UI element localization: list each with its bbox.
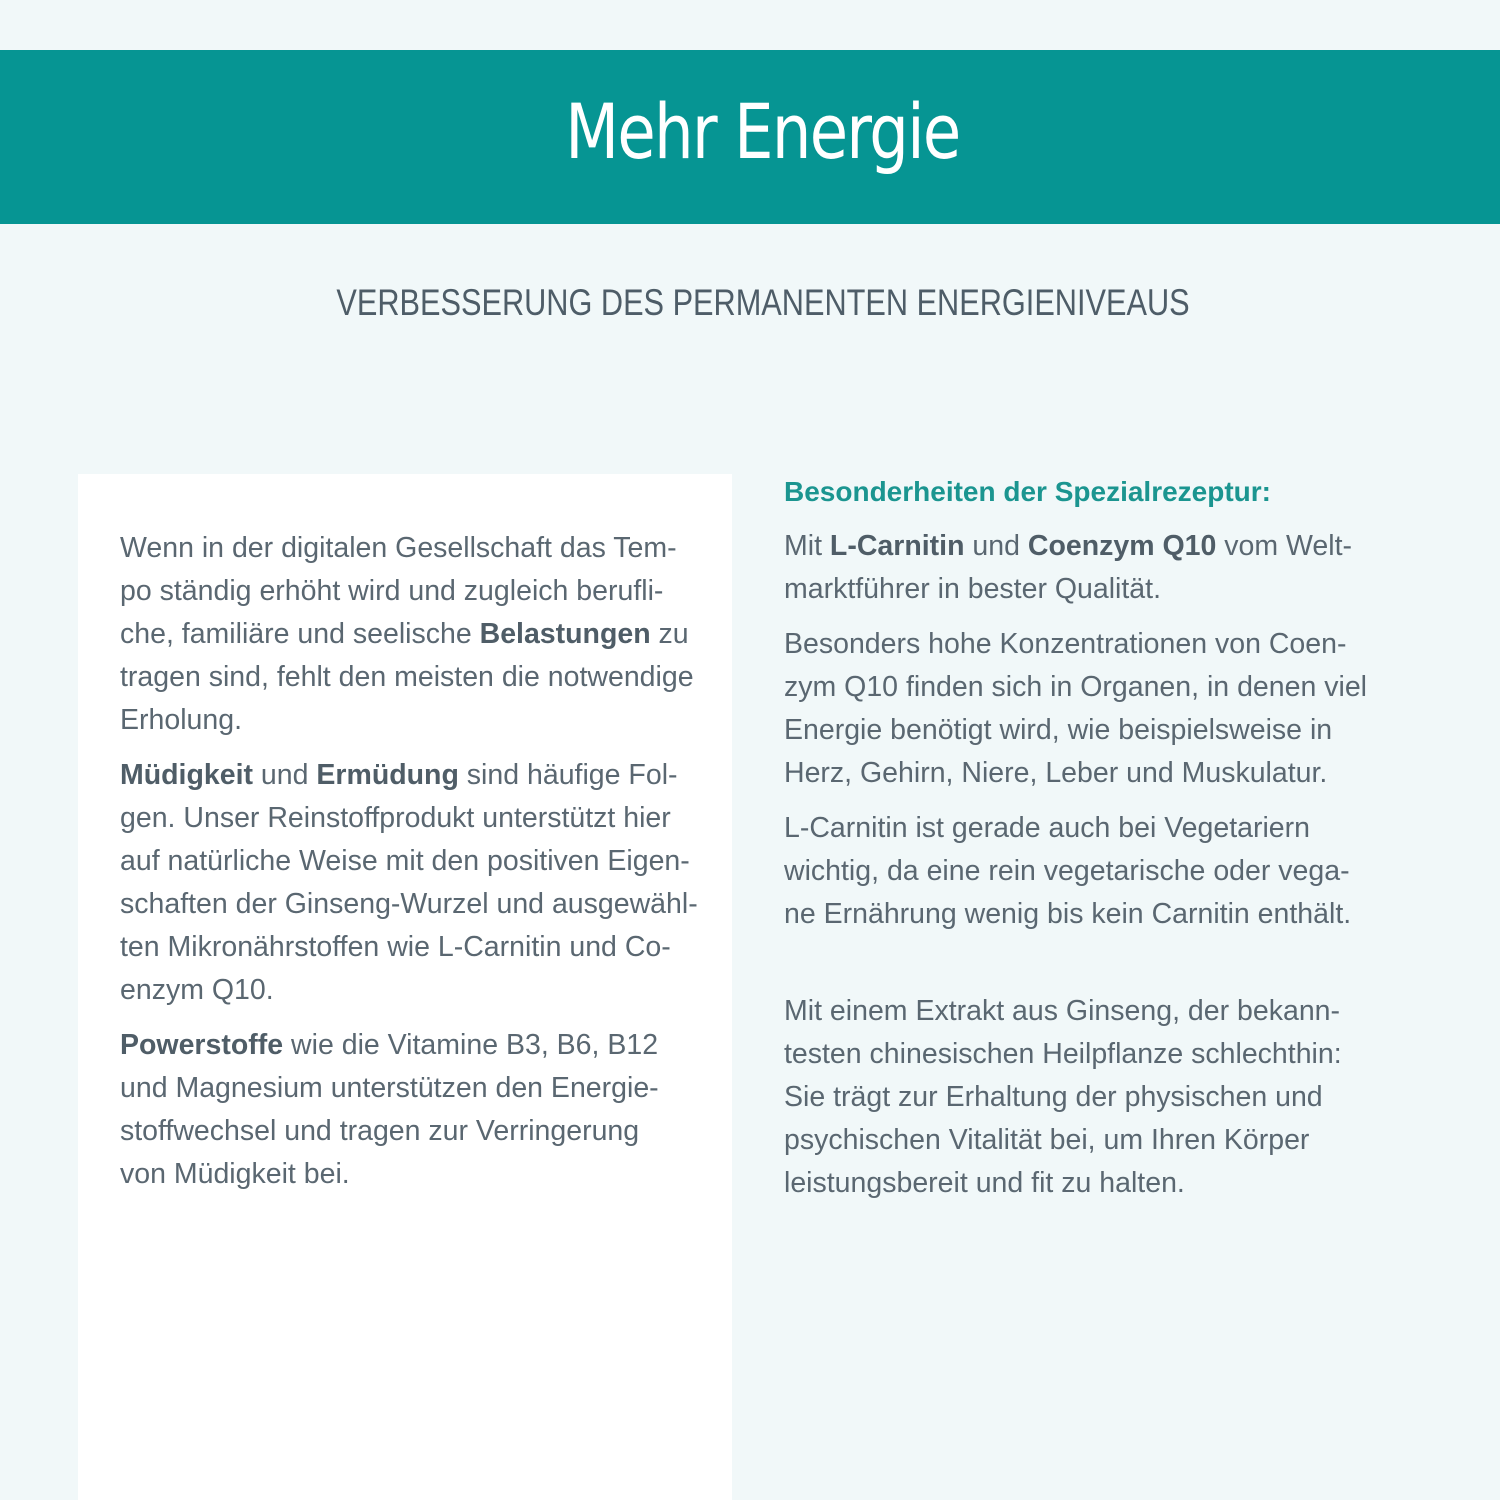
section-heading: Besonderheiten der Spezialrezeptur: (784, 476, 1272, 507)
text-run: vom Welt- marktführer in bester Qualität. (784, 530, 1353, 605)
text-run: Mit (784, 530, 830, 562)
bold-run: Powerstoffe (120, 1029, 284, 1061)
bold-run: Ermüdung (316, 759, 459, 791)
right-paragraph-1 (784, 525, 1374, 611)
right-paragraph-4: Mit einem Extrakt aus Ginseng, der bekann- testen chinesischen Heilpflanze schlechthin: Sie trägt zur Erhaltung der physischen und psychischen Vitalität bei, um Ihren Körper leistungsbereit und fit zu halten. (784, 995, 1342, 1199)
text-run: sind häufige Fol- gen. Unser Reinstoffprodukt unterstützt hier auf natürliche Weise mit den positiven Eigen- schaften der Ginseng-Wurzel und ausgewähl- ten Mikronährstoffen wie L-Carnitin und Co- enzym Q10. (120, 759, 698, 1006)
text-run: zu tragen sind, fehlt den meisten die notwendige Erholung. (120, 618, 694, 736)
right-column (784, 470, 1374, 1217)
spacer (784, 948, 1374, 990)
right-paragraph-2: Besonders hohe Konzentrationen von Coen- zym Q10 finden sich in Organen, in denen viel Energie benötigt wird, wie beispielsweise in Herz, Gehirn, Niere, Leber und Muskulatur. (784, 628, 1367, 789)
text-run: und (253, 759, 317, 791)
left-paragraph-3 (120, 1024, 710, 1196)
left-column (120, 527, 710, 1208)
bold-run: Müdigkeit (120, 759, 253, 791)
text-run: wie die Vitamine B3, B6, B12 und Magnesium unterstützen den Energie- stoffwechsel und tragen zur Verringerung von Müdigkeit bei. (120, 1029, 659, 1190)
bold-run: Coenzym Q10 (1027, 530, 1217, 562)
left-paragraph-2 (120, 754, 710, 1012)
page-subtitle (0, 282, 1500, 324)
subtitle-text: VERBESSERUNG DES PERMANENTEN ENERGIENIVEAUS (336, 282, 1190, 323)
title-banner (0, 50, 1500, 224)
bold-run: L-Carnitin (829, 530, 965, 562)
text-run: Wenn in der digitalen Gesellschaft das Tem- po ständig erhöht wird und zugleich berufli- che, familiäre und seelische (120, 532, 677, 650)
left-paragraph-1 (120, 527, 710, 742)
text-run: und (964, 530, 1028, 562)
bold-run: Belastungen (479, 618, 651, 650)
right-paragraph-3: L-Carnitin ist gerade auch bei Vegetariern wichtig, da eine rein vegetarische oder vega- ne Ernährung wenig bis kein Carnitin enthält. (784, 812, 1352, 930)
page-title: Mehr Energie (564, 86, 960, 176)
